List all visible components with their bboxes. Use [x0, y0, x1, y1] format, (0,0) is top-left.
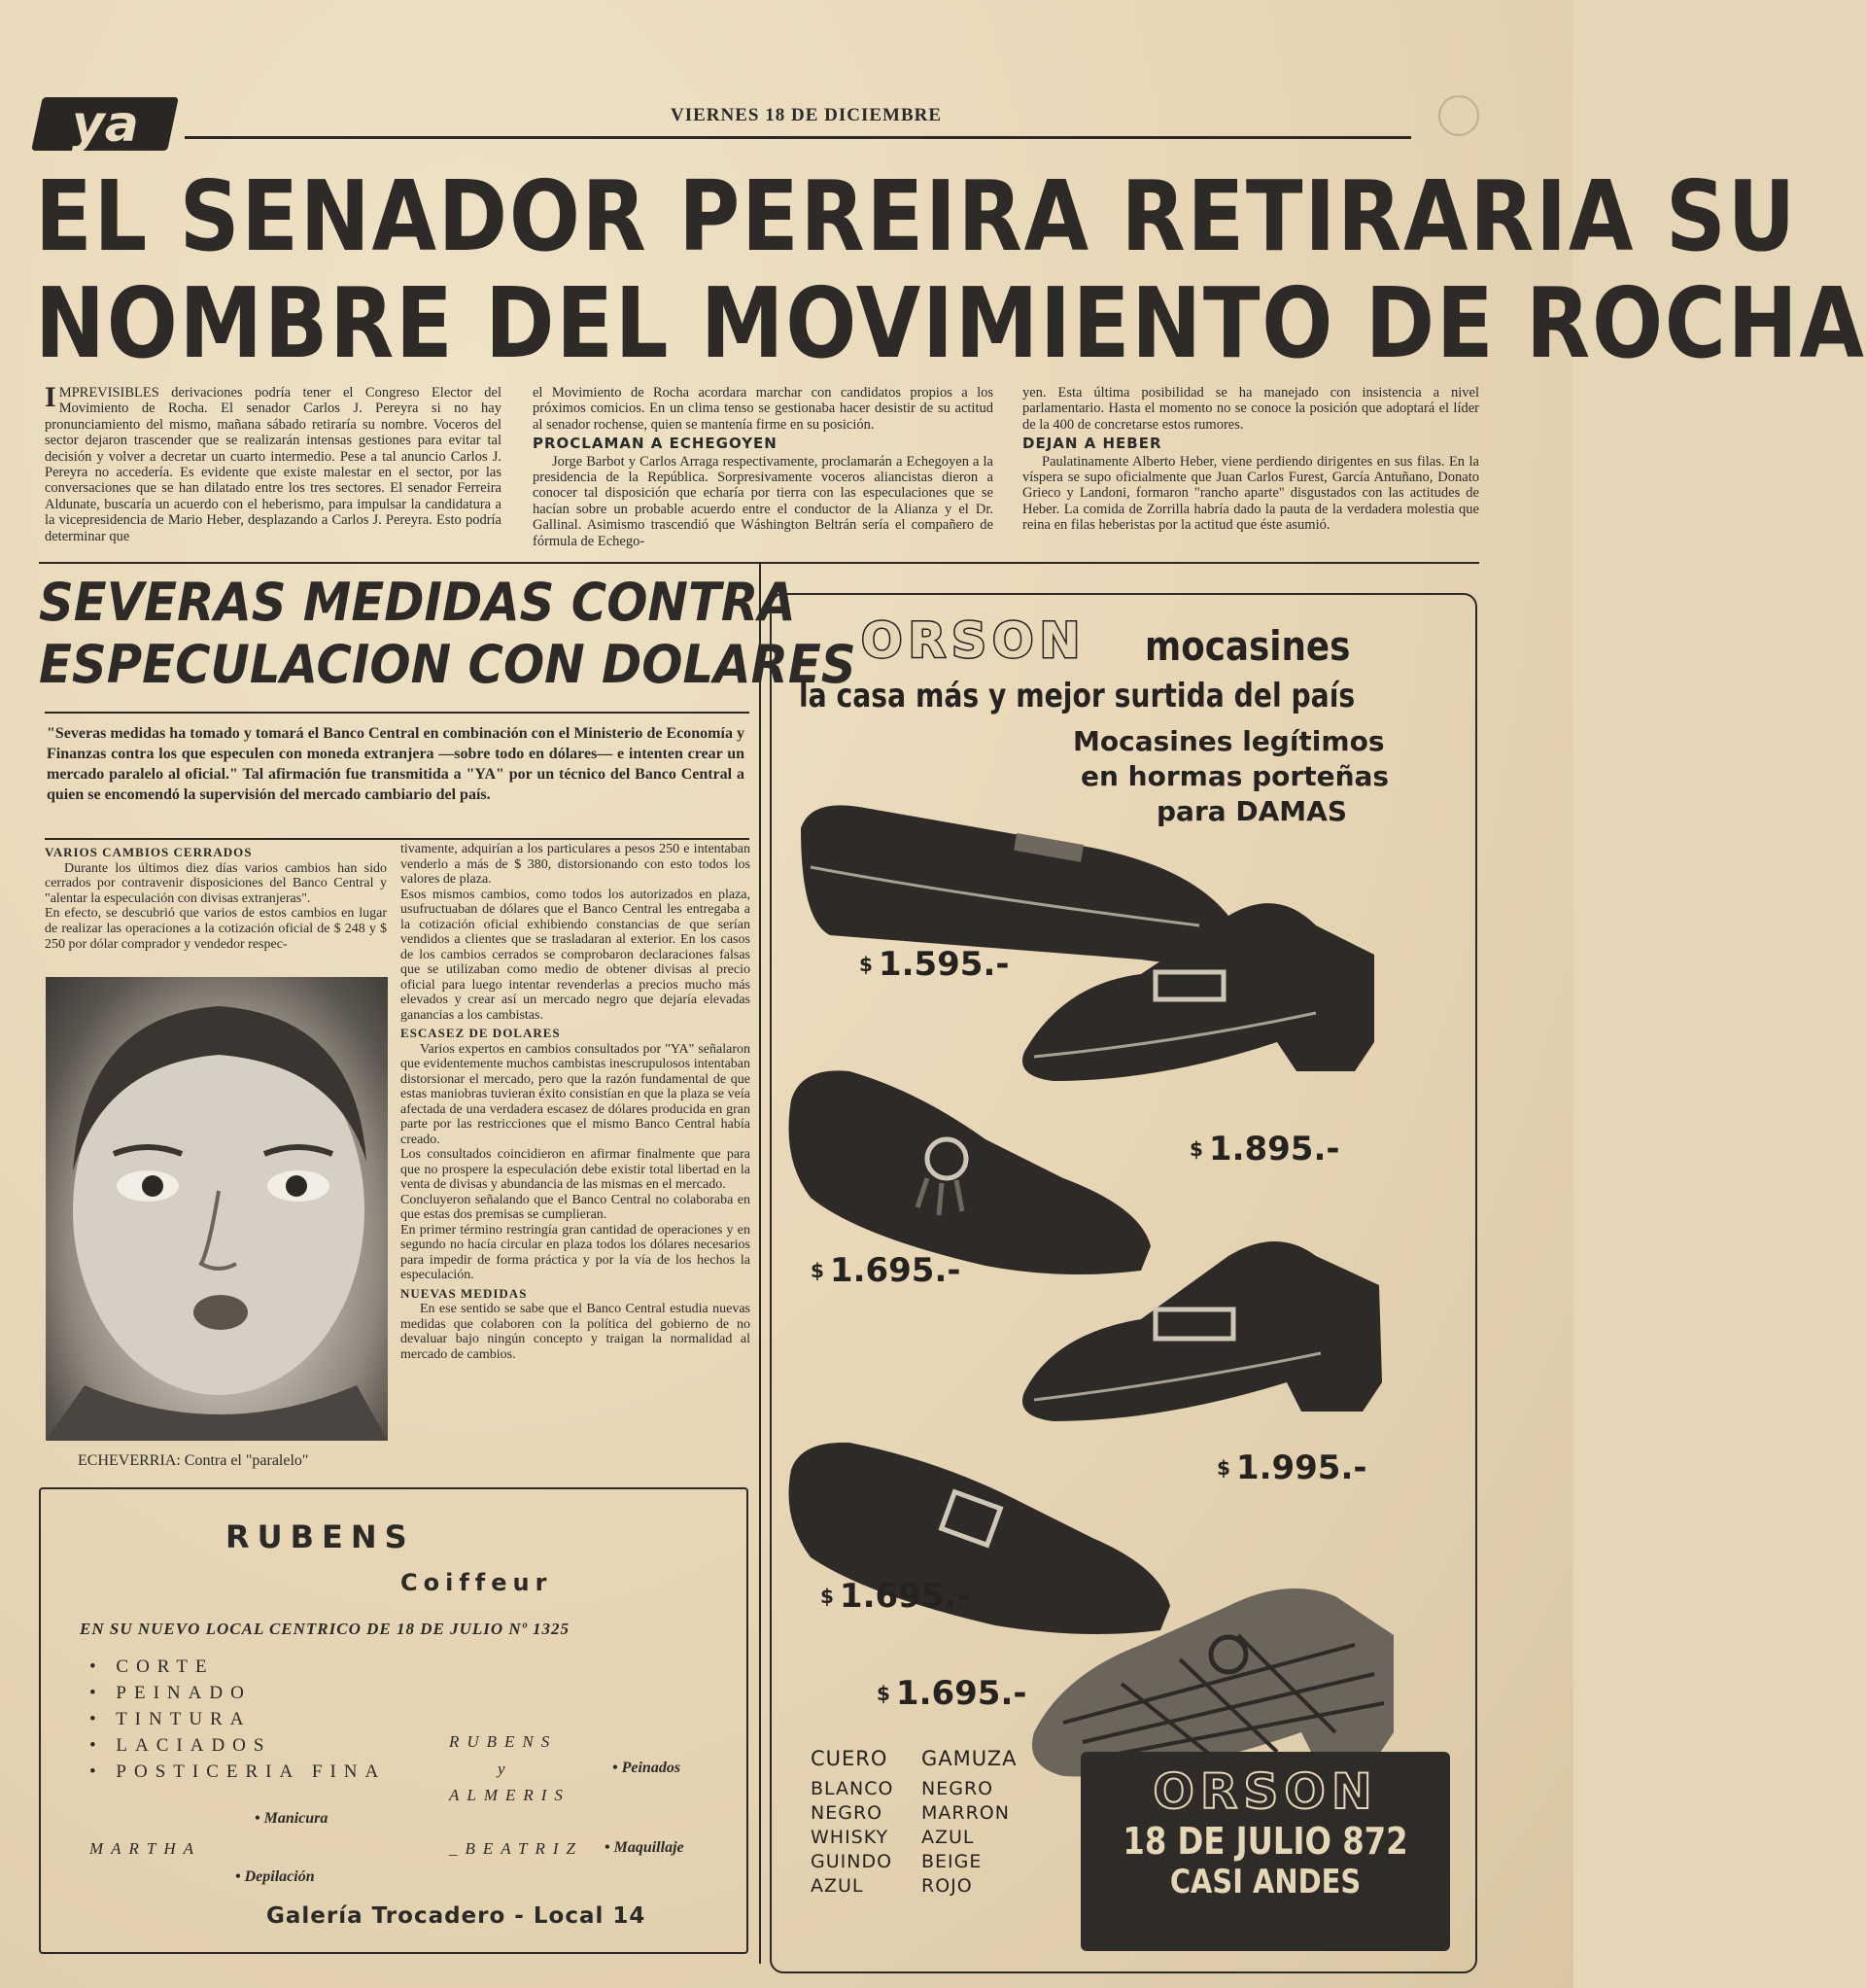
main-headline: EL SENADOR PEREIRA RETIRARIA SU NOMBRE DEL MOVIMIENTO DE ROCHA [35, 159, 1866, 380]
shoe-1 [801, 805, 1228, 962]
orson-sub2: en hormas porteñas [1081, 760, 1390, 792]
price-1: $ 1.595.- [859, 945, 1010, 984]
box-note: CASI ANDES [1169, 1863, 1362, 1901]
martha-label: MARTHA [89, 1839, 202, 1858]
photo-caption: ECHEVERRIA: Contra el "paralelo" [78, 1452, 309, 1469]
price-3: $ 1.695.- [811, 1251, 961, 1290]
depilacion-label: • Depilación [235, 1868, 315, 1885]
service-5: • POSTICERIA FINA [89, 1761, 387, 1782]
portrait-illustration [46, 977, 388, 1441]
lead-bottom-rule [45, 838, 749, 840]
orson-sub3: para DAMAS [1157, 795, 1347, 827]
rubens-stylist: RUBENS [449, 1732, 558, 1751]
lead-column-3: yen. Esta última posibilidad se ha manejado con insistencia a nivel parlamentario. Hasta el momento no se conoce la posición que adoptará el líder de la 400 de concretarse estos rumores. DEJAN A HEBER Paulatinamente Alberto Heber, viene perdiendo dirigentes en sus filas. En la víspera se supo oficialmente que Juan Carlos Furest, García Antuñano, Donato Grieco y Landoni, formaron "rancho aparte" disgustados con las actitudes de Heber. La comida de Zorrilla habría dado la pauta de la verdadera molestia que reina en filas heberistas por la actitud que éste asumió. [1022, 385, 1479, 534]
rubens-subtitle: Coiffeur [400, 1569, 553, 1596]
gamuza-list: GAMUZA NEGRO MARRON AZUL BEIGE ROJO [921, 1747, 1018, 1897]
rubens-footer: Galería Trocadero - Local 14 [266, 1903, 646, 1929]
orson-address-box [1081, 1752, 1450, 1951]
almeris-label: ALMERIS [449, 1786, 570, 1804]
manicura-label: • Manicura [255, 1810, 328, 1827]
cuero-list: CUERO BLANCO NEGRO WHISKY GUINDO AZUL [811, 1747, 894, 1897]
rubens-address: EN SU NUEVO LOCAL CENTRICO DE 18 DE JULIO Nº 1325 [80, 1620, 570, 1638]
service-2: • PEINADO [89, 1683, 252, 1703]
shoe-3 [789, 1070, 1152, 1274]
shoe-illustrations [772, 750, 1479, 1830]
box-address: 18 DE JULIO 872 [1123, 1820, 1408, 1863]
second-story-lead: "Severas medidas ha tomado y tomará el Banco Central en combinación con el Ministerio de Economía y Finanzas contra los que especulen con moneda extranjera —sobre todo en dólares— e intenten crear un mercado paralelo al oficial." Tal afirmación fue transmitida a "YA" por un técnico del Banco Central a quien se encomendó la supervisión del mercado cambiario del país. [47, 725, 744, 803]
price-4: $ 1.995.- [1217, 1448, 1367, 1487]
orson-brand: ORSON [861, 612, 1087, 669]
vertical-rule [759, 564, 761, 1964]
date-line: VIERNES 18 DE DICIEMBRE [671, 105, 943, 125]
price-6: $ 1.695.- [877, 1674, 1027, 1713]
ya-logo: ya [31, 97, 179, 151]
service-4: • LACIADOS [89, 1735, 272, 1756]
second-right-column: tivamente, adquirían a los particulares a pesos 250 e intentaban venderlo a más de $ 380, distorsionando con esto todos los valores de plaza. Esos mismos cambios, como todos los autorizados en plaza, usufructuaban de dólares que el Banco Central les entregaba a la cotización oficial exhibiendo constancias de que serían vendidos a clientes que se trasladaran al exterior. En los casos de los cambios cerrados se comprobaron declaraciones falsas que se utilizaban como medio de obtener divisas al precio oficial para luego intentar revenderlas a precios mucho más elevados y crear así un mercado negro que dejaría elevadas ganancias a los cambistas. ESCASEZ DE DOLARES Varios expertos en cambios consultados por "YA" señalaron que evidentemente muchos cambistas inescrupulosos intentaban distorsionar el mercado, pero que la razón fundamental de que estas maniobras tuvieran éxito consistían en que la plaza se veía afectada de una verdadera escasez de dólares producida en gran parte por las restricciones que el mismo Banco Central había creado. Los consultados coincidieron en afirmar finalmente que para que no prospere la especulación debe existir total libertad en la venta de divisas y abundancia de las mismas en el mercado. Concluyeron señalando que el Banco Central no colaboraba en que estas dos premisas se cumplieran. En primer término restringía gran cantidad de operaciones y en segundo no hacía circular en plaza todos los dólares necesarios para impedir de forma práctica y por la vía de los hechos la especulación. NUEVAS MEDIDAS En ese sentido se sabe que el Banco Central estudia nuevas medidas que colaboren con la política del gobierno de no devaluar bajo ningún concepto y traigan la normalidad al mercado de cambios. [400, 842, 750, 1362]
rubens-title: RUBENS [225, 1518, 415, 1555]
y-label: y [498, 1760, 505, 1778]
page-number-mark [1438, 95, 1479, 136]
subheading-proclaman: PROCLAMAN A ECHEGOYEN [533, 435, 778, 453]
lead-column-1: IMPREVISIBLES derivaciones podría tener el Congreso Elector del Movimiento de Rocha. El senador Carlos J. Pereyra si no hay pronunciamiento del mismo, mañana sábado retiraría su nombre. Voceros del sector dejaron trascender que se realizarán intensas gestiones para evitar tal decisión y volver a decretar un cuarto intermedio. Pese a tal anuncio Carlos J. Pereyra no accedería. Es evidente que existe malestar en el sector, por las conversaciones que se han dilatado entre los tres sectores. El senador Ferreira Aldunate, buscaría un acuerdo con el heberismo, para impulsar la candidatura a la vicepresidencia de Mario Heber, desplazando a Carlos J. Pereyra. Esto podría determinar que [45, 381, 501, 544]
service-3: • TINTURA [89, 1709, 252, 1729]
echeverria-photo [46, 977, 388, 1441]
price-2: $ 1.895.- [1190, 1130, 1340, 1168]
rubens-ad [39, 1487, 748, 1954]
lead-top-rule [45, 712, 749, 714]
beatriz-label: _BEATRIZ [449, 1839, 583, 1858]
orson-product: mocasines [1145, 622, 1351, 670]
subheading-dejan: DEJAN A HEBER [1022, 435, 1162, 453]
price-5: $ 1.695.- [820, 1577, 971, 1616]
orson-ad [770, 593, 1477, 1973]
box-brand: ORSON [1153, 1763, 1378, 1820]
lead-column-2: el Movimiento de Rocha acordara marchar con candidatos propios a los próximos comicios. En un clima tenso se gestionaba hacer desistir de su actitud al senador rochense, quien se mantenía firme en su posición. PROCLAMAN A ECHEGOYEN Jorge Barbot y Carlos Arraga respectivamente, proclamarán a Echegoyen a la presidencia de la República. Sorpresivamente voceros aliancistas dieron a conocer tal disposición que echaría por tierra con las especulaciones que se hacían sobre un probable acuerdo entre el conductor de la Alianza y el Dr. Gallinal. Asimismo trascendió que Wáshington Beltrán sería el compañero de fórmula de Echego- [533, 385, 993, 549]
maquillaje-label: • Maquillaje [605, 1839, 684, 1856]
orson-tagline: la casa más y mejor surtida del país [799, 677, 1356, 715]
orson-sub1: Mocasines legítimos [1073, 725, 1385, 757]
masthead-rule [185, 136, 1411, 139]
second-headline: SEVERAS MEDIDAS CONTRA ESPECULACION CON DOLARES [39, 572, 856, 695]
service-1: • CORTE [89, 1657, 215, 1677]
second-left-column: VARIOS CAMBIOS CERRADOS Durante los últimos diez días varios cambios han sido cerrados por contravenir disposiciones del Banco Central y "alentar la especulación con divisas extranjeras". En efecto, se descubrió que varios de estos cambios en lugar de realizar las operaciones a la cotización oficial de $ 248 y $ 250 por dólar comprador y vendedor respec- [45, 845, 387, 952]
peinados-label: • Peinados [612, 1760, 681, 1776]
